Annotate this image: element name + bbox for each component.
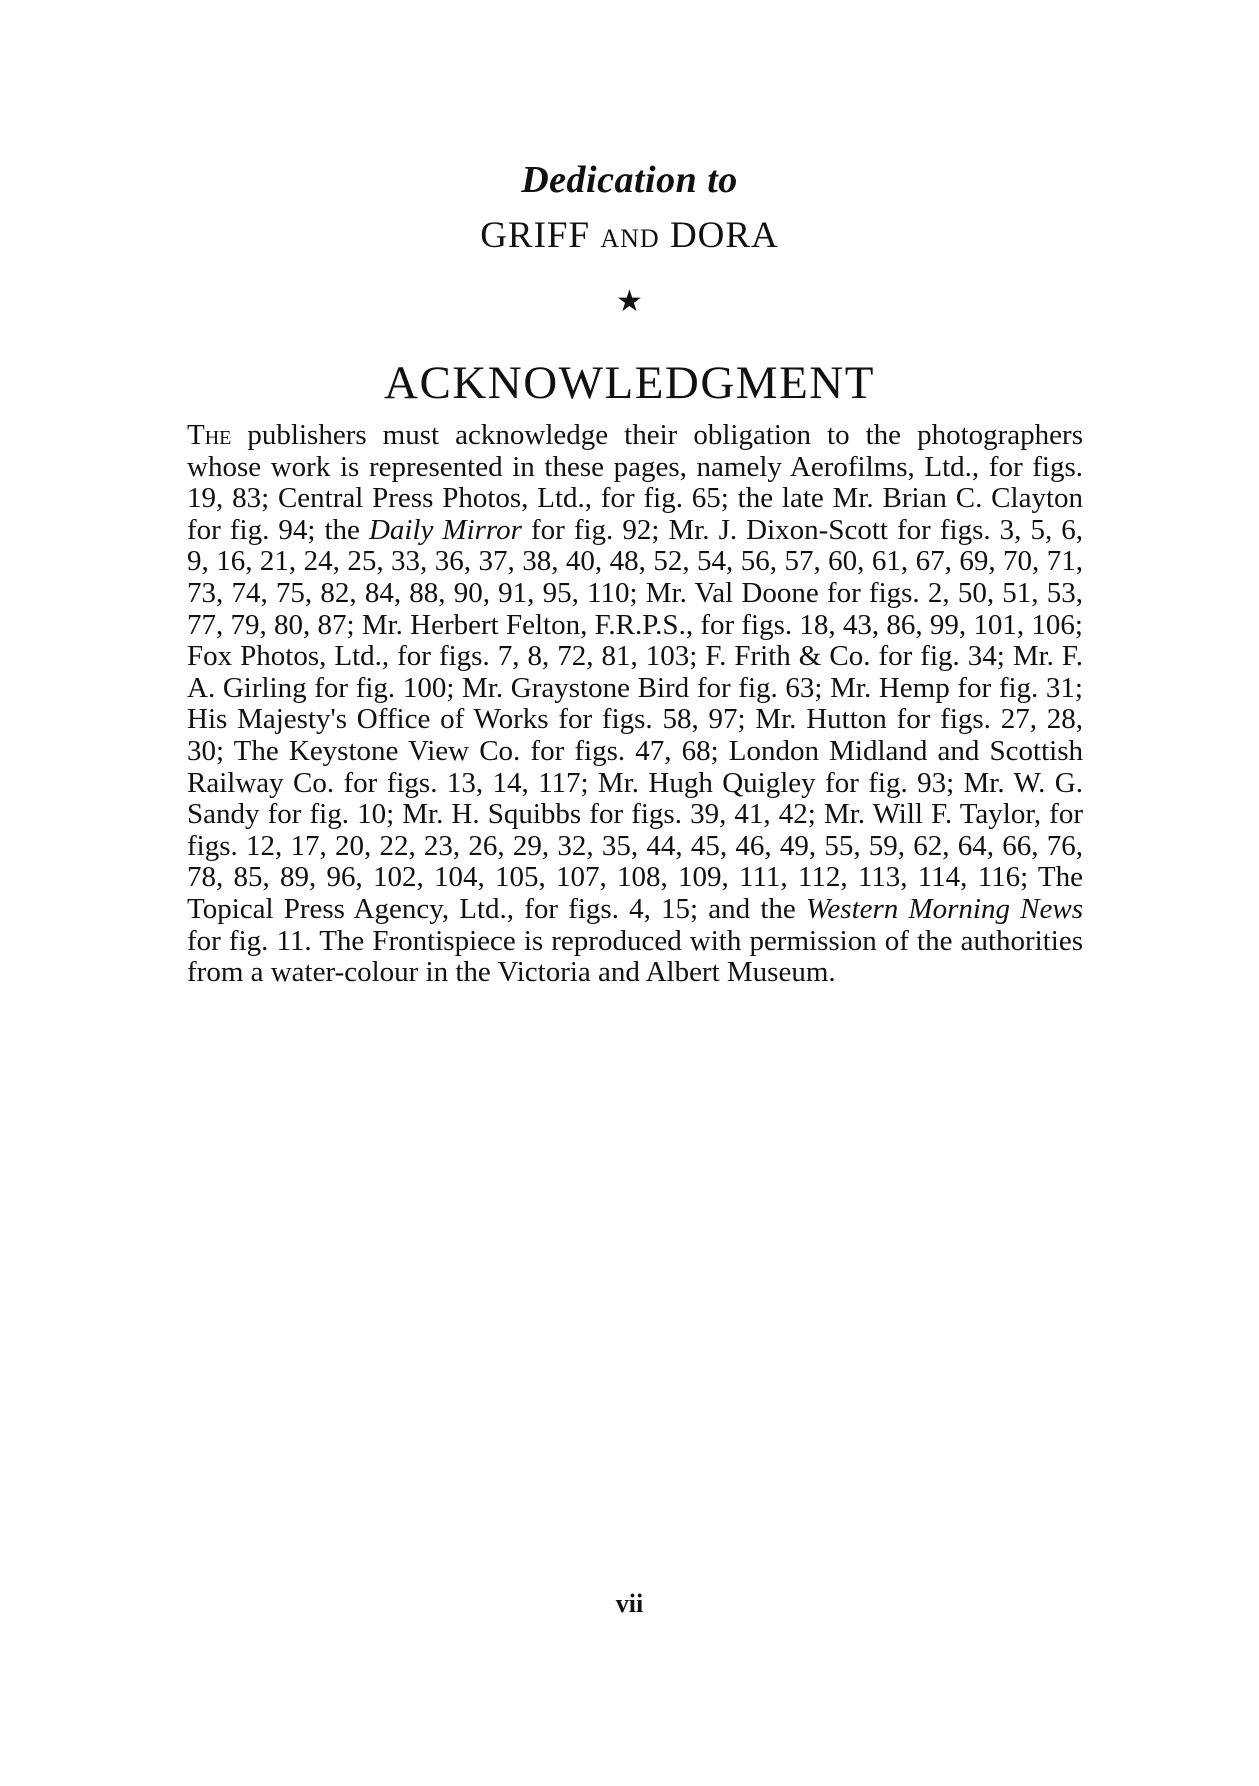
star-ornament-icon: ★ (616, 285, 643, 318)
paragraph-text-3: for fig. 11. The Frontispiece is reproduced with permission of the authorities from a water-colour in the Victoria and Albert Museum. (187, 924, 1083, 989)
dedication-intro: Dedication to (521, 159, 738, 201)
dedicatee-dora: DORA (669, 215, 779, 256)
dedication-names (0, 214, 1259, 257)
paragraph-text-2: for fig. 92; Mr. J. Dixon-Scott for figs. 3, 5, 6, 9, 16, 21, 24, 25, 33, 36, 37, 38, 40, 48, 52, 54, 56, 57, 60, 61, 67, 69, 70, 71, 73, 74, 75, 82, 84, 88, 90, 91, 95, 110; Mr. Val Doone for figs. 2, 50, 51, 53, 77, 79, 80, 87; Mr. Herbert Felton, F.R.P.S., for figs. 18, 43, 86, 99, 101, 106; Fox Photos, Ltd., for figs. 7, 8, 72, 81, 103; F. Frith & Co. for fig. 34; Mr. F. A. Girling for fig. 100; Mr. Graystone Bird for fig. 63; Mr. Hemp for fig. 31; His Majesty's Office of Works for figs. 58, 97; Mr. Hutton for figs. 27, 28, 30; The Keystone View Co. for figs. 47, 68; London Midland and Scottish Railway Co. for figs. 13, 14, 117; Mr. Hugh Quigley for fig. 93; Mr. W. G. Sandy for fig. 10; Mr. H. Squibbs for figs. 39, 41, 42; Mr. Will F. Taylor, for figs. 12, 17, 20, 22, 23, 26, 29, 32, 35, 44, 45, 46, 49, 55, 59, 62, 64, 66, 76, 78, 85, 89, 96, 102, 104, 105, 107, 108, 109, 111, 112, 113, 114, 116; The Topical Press Agency, Ltd., for figs. 4, 15; and the (187, 513, 1083, 925)
daily-mirror-title: Daily Mirror (368, 513, 522, 546)
western-morning-news-title: Western Morning News (805, 892, 1083, 925)
paragraph-lead-word: The (187, 419, 232, 451)
page-number: vii (615, 1589, 644, 1618)
paragraph-text-1: publishers must acknowledge their obligation to the photographers whose work is represented in these pages, namely Aerofilms, Ltd., for figs. 19, 83; Central Press Photos, Ltd., for fig. 65; the late Mr. Brian C. Clayton for fig. 94; the (187, 419, 1083, 546)
dedicatee-griff: GRIFF (480, 215, 591, 256)
acknowledgment-heading: ACKNOWLEDGMENT (384, 357, 875, 409)
acknowledgment-paragraph (187, 420, 1083, 989)
dedication-conjunction: AND (600, 224, 660, 253)
